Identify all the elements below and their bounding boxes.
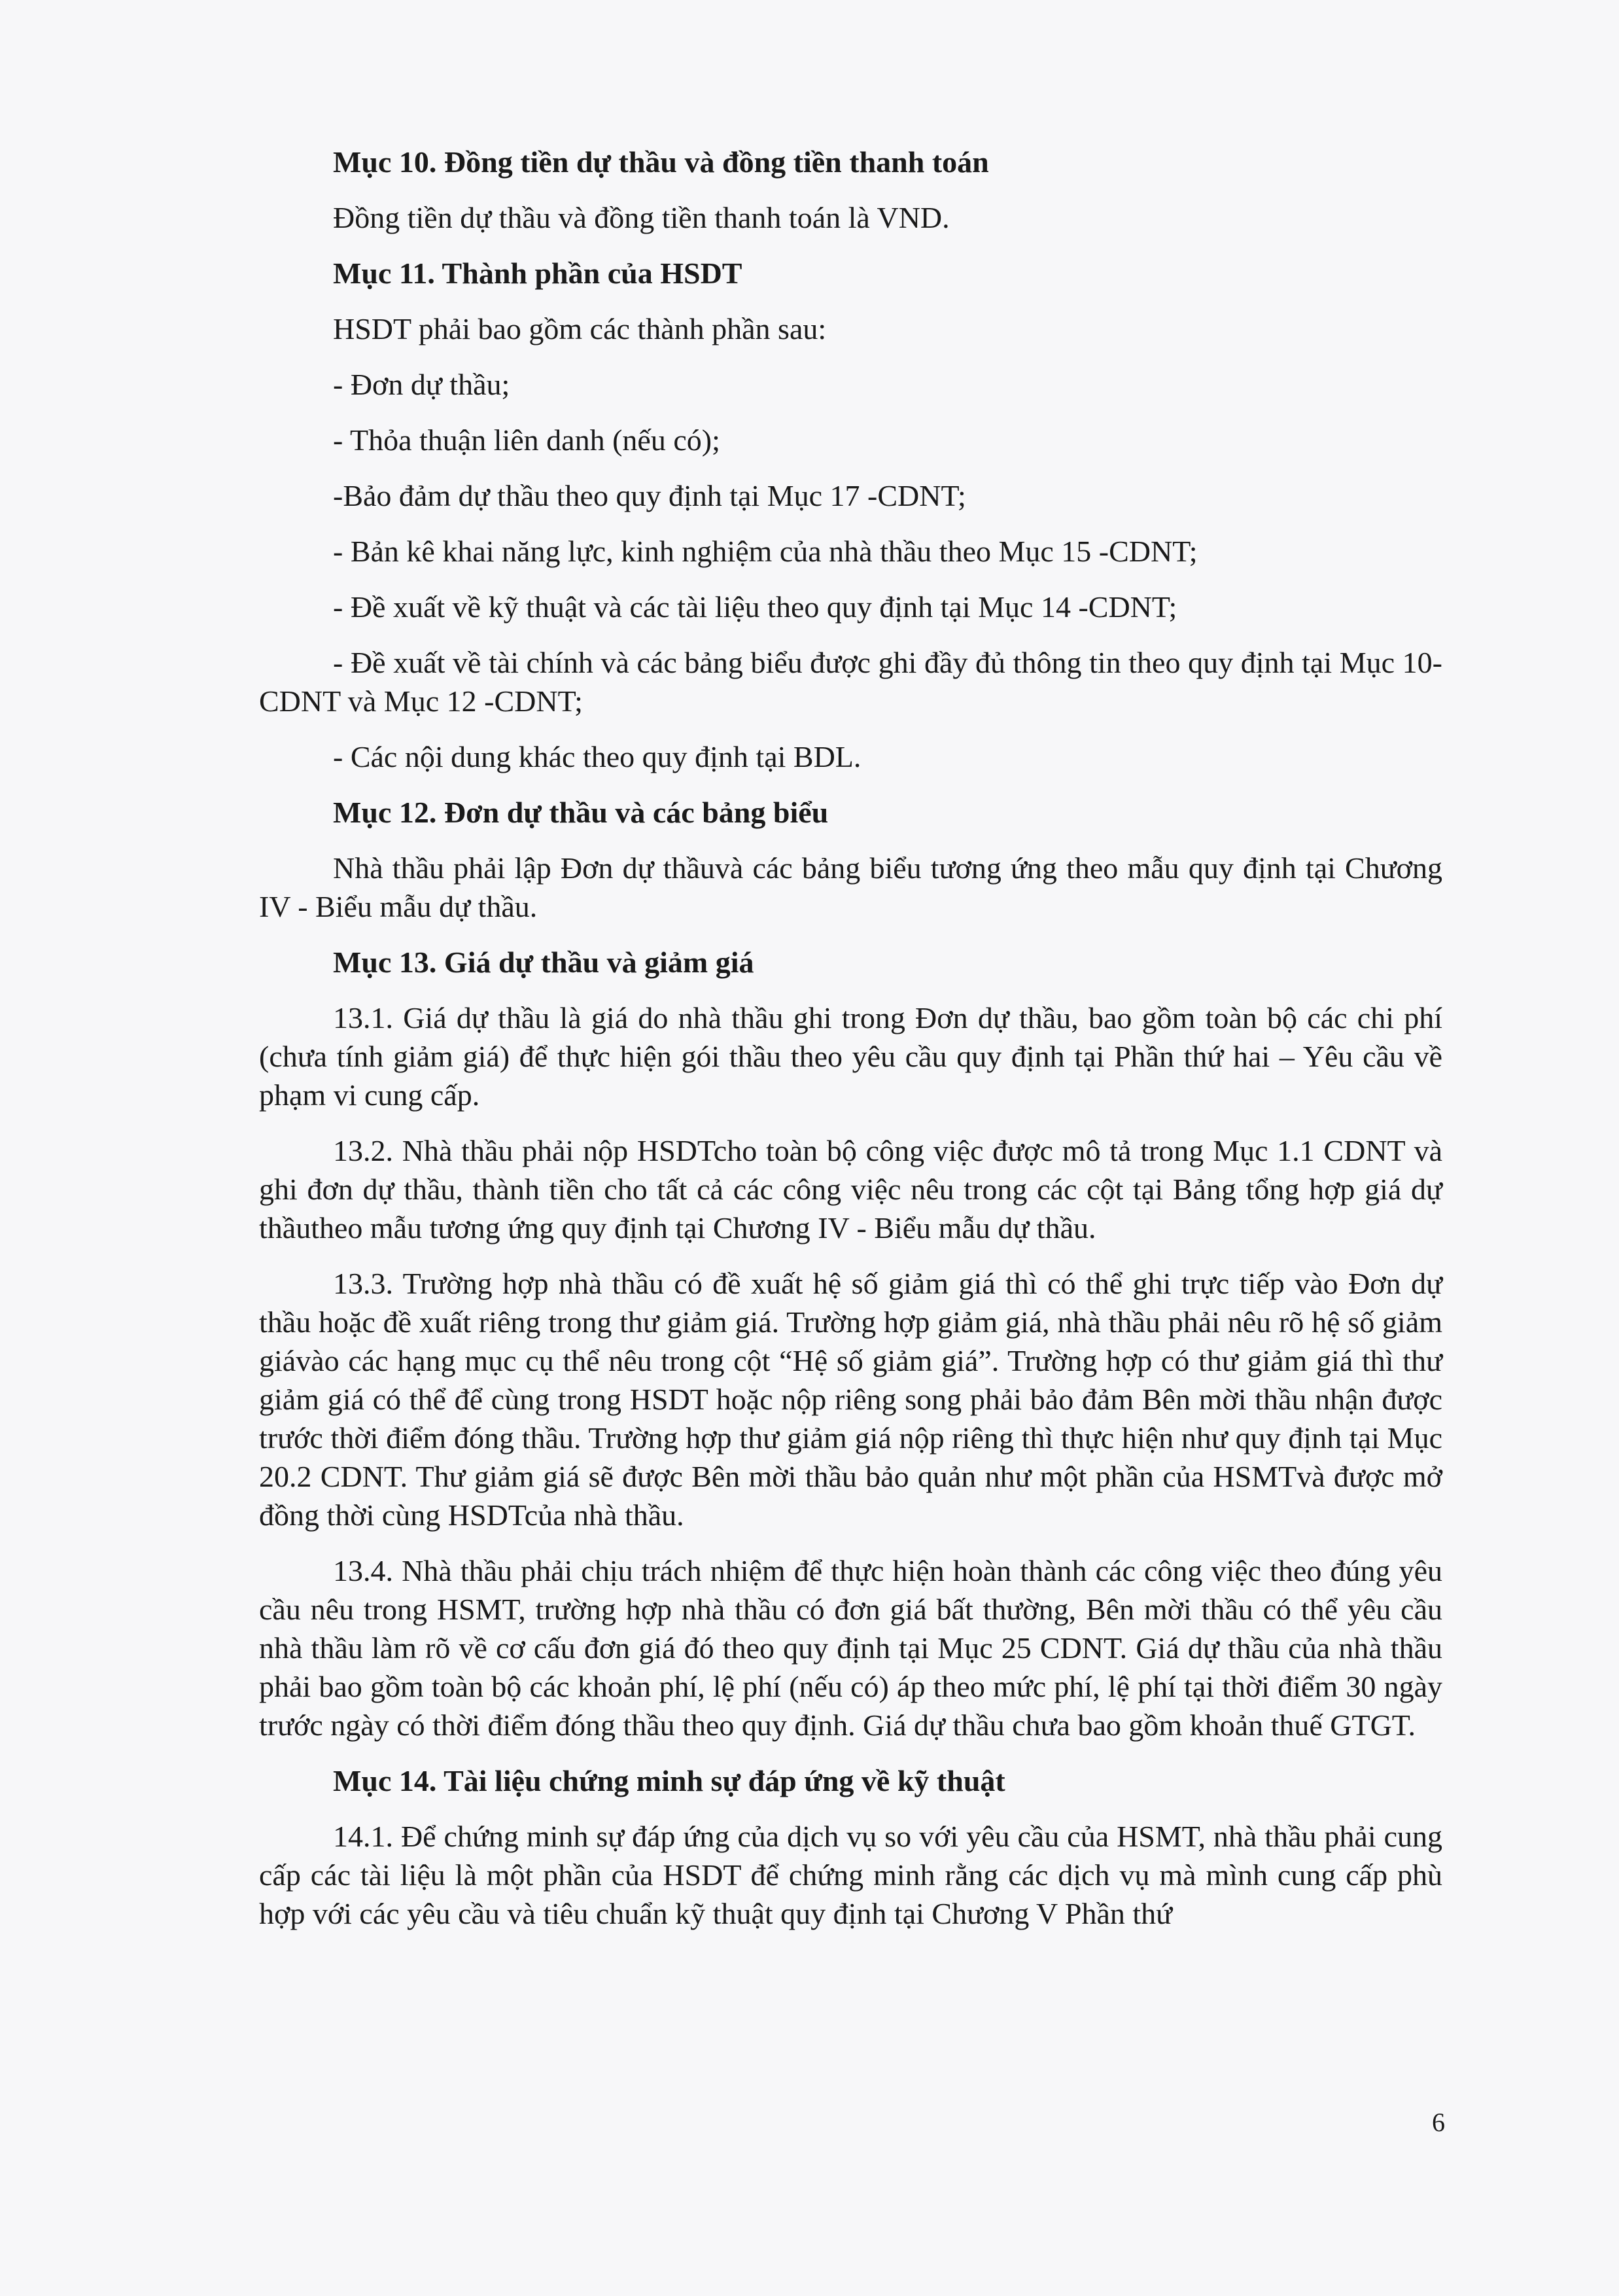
- paragraph-14-1: 14.1. Để chứng minh sự đáp ứng của dịch vụ so với yêu cầu của HSMT, nhà thầu phải cung cấp các tài liệu là một phần của HSDT để chứng minh rằng các dịch vụ mà mình cung cấp phù hợp với các yêu cầu và tiêu chuẩn kỹ thuật quy định tại Chương V Phần thứ: [259, 1820, 1442, 1930]
- section-12-heading: Mục 12. Đơn dự thầu và các bảng biểu: [333, 796, 829, 829]
- list-item: - Đề xuất về tài chính và các bảng biểu được ghi đầy đủ thông tin theo quy định tại Mục 10-CDNT và Mục 12 -CDNT;: [259, 646, 1442, 718]
- section-13-heading: Mục 13. Giá dự thầu và giảm giá: [333, 945, 754, 979]
- list-item: -Bảo đảm dự thầu theo quy định tại Mục 17 -CDNT;: [333, 479, 966, 512]
- section-10-heading: Mục 10. Đồng tiền dự thầu và đồng tiền thanh toán: [333, 145, 989, 179]
- section-10-currency-line: Đồng tiền dự thầu và đồng tiền thanh toán là VND.: [333, 201, 950, 234]
- paragraph-13-2: 13.2. Nhà thầu phải nộp HSDTcho toàn bộ công việc được mô tả trong Mục 1.1 CDNT và ghi đơn dự thầu, thành tiền cho tất cả các công việc nêu trong các cột tại Bảng tổng hợp giá dự thầutheo mẫu tương ứng quy định tại Chương IV - Biểu mẫu dự thầu.: [259, 1134, 1442, 1245]
- list-item: - Thỏa thuận liên danh (nếu có);: [333, 423, 720, 457]
- paragraph-13-1: 13.1. Giá dự thầu là giá do nhà thầu ghi trong Đơn dự thầu, bao gồm toàn bộ các chi phí (chưa tính giảm giá) để thực hiện gói thầu theo yêu cầu quy định tại Phần thứ hai – Yêu cầu về phạm vi cung cấp.: [259, 1001, 1442, 1112]
- section-11-heading: Mục 11. Thành phần của HSDT: [333, 256, 742, 290]
- paragraph-13-3: 13.3. Trường hợp nhà thầu có đề xuất hệ số giảm giá thì có thể ghi trực tiếp vào Đơn dự thầu hoặc đề xuất riêng trong thư giảm giá. Trường hợp giảm giá, nhà thầu phải nêu rõ hệ số giảm giávào các hạng mục cụ thể nêu trong cột “Hệ số giảm giá”. Trường hợp có thư giảm giá thì thư giảm giá có thể để cùng trong HSDT hoặc nộp riêng song phải bảo đảm Bên mời thầu nhận được trước thời điểm đóng thầu. Trường hợp thư giảm giá nộp riêng thì thực hiện như quy định tại Mục 20.2 CDNT. Thư giảm giá sẽ được Bên mời thầu bảo quản như một phần của HSMTvà được mở đồng thời cùng HSDTcủa nhà thầu.: [259, 1267, 1442, 1532]
- page-number: 6: [1432, 2108, 1445, 2137]
- section-14-heading: Mục 14. Tài liệu chứng minh sự đáp ứng về kỹ thuật: [333, 1764, 1005, 1797]
- list-item: - Đề xuất về kỹ thuật và các tài liệu theo quy định tại Mục 14 -CDNT;: [333, 590, 1177, 624]
- list-item: - Đơn dự thầu;: [333, 368, 510, 401]
- section-11-intro: HSDT phải bao gồm các thành phần sau:: [333, 312, 827, 345]
- paragraph-13-4: 13.4. Nhà thầu phải chịu trách nhiệm để thực hiện hoàn thành các công việc theo đúng yêu cầu nêu trong HSMT, trường hợp nhà thầu có đơn giá bất thường, Bên mời thầu có thể yêu cầu nhà thầu làm rõ về cơ cấu đơn giá đó theo quy định tại Mục 25 CDNT. Giá dự thầu của nhà thầu phải bao gồm toàn bộ các khoản phí, lệ phí (nếu có) áp theo mức phí, lệ phí tại thời điểm 30 ngày trước ngày có thời điểm đóng thầu theo quy định. Giá dự thầu chưa bao gồm khoản thuế GTGT.: [259, 1554, 1442, 1742]
- list-item: - Bản kê khai năng lực, kinh nghiệm của nhà thầu theo Mục 15 -CDNT;: [333, 535, 1198, 568]
- section-12-paragraph: Nhà thầu phải lập Đơn dự thầuvà các bảng biểu tương ứng theo mẫu quy định tại Chương IV - Biểu mẫu dự thầu.: [259, 851, 1442, 923]
- list-item: - Các nội dung khác theo quy định tại BDL.: [333, 740, 862, 773]
